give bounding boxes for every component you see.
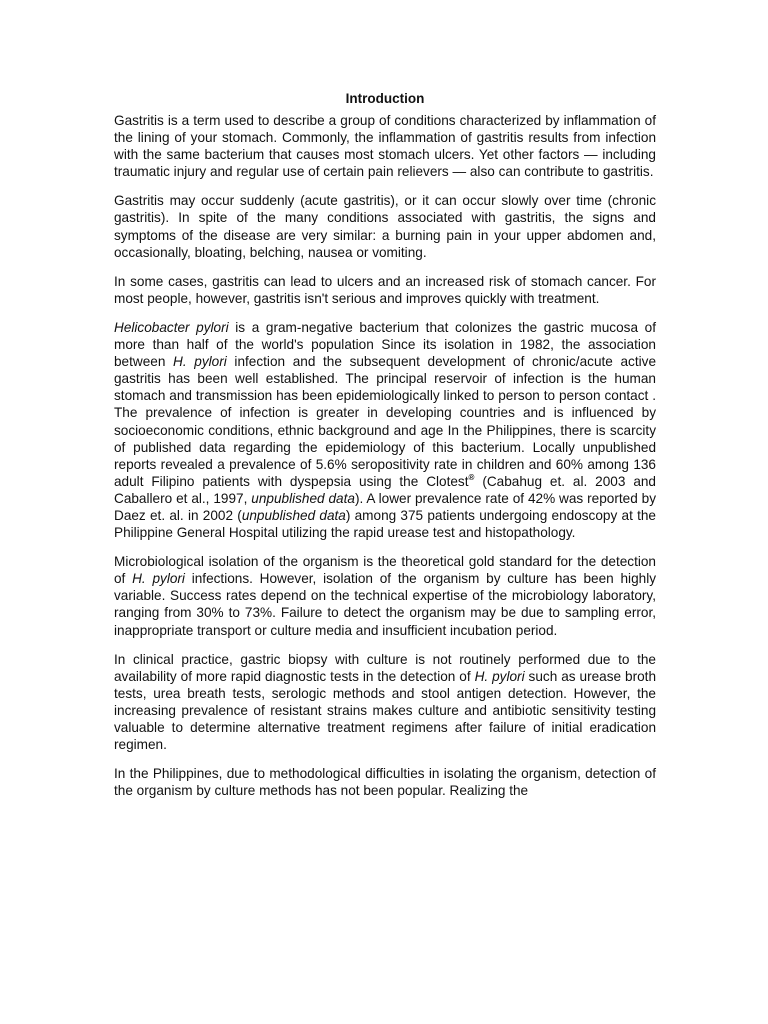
italic-citation-note: unpublished data xyxy=(251,490,355,506)
paragraph-h-pylori-epidemiology xyxy=(114,319,656,541)
italic-citation-note: unpublished data xyxy=(241,507,346,523)
paragraph-philippines-methods: In the Philippines, due to methodological difficulties in isolating the organism, detection of the organism by culture methods has not been popular. Realizing the xyxy=(114,766,656,799)
text-run: Microbiological isolation of the organism is the theoretical gold standard for the detection of xyxy=(114,554,656,587)
text-run: is a gram-negative bacterium that colonizes the gastric mucosa of more than half of the world's population Since its isolation in 1982, the association between xyxy=(114,319,656,370)
registered-mark: ® xyxy=(468,472,475,482)
text-run: ). A lower prevalence rate of 42% was reported by Daez et. al. in 2002 ( xyxy=(114,490,657,523)
paragraph-gastritis-prognosis: In some cases, gastritis can lead to ulcers and an increased risk of stomach cancer. For most people, however, gastritis isn't serious and improves quickly with treatment. xyxy=(114,273,656,306)
text-run: infections. However, isolation of the organism by culture has been highly variable. Success rates depend on the technical expertise of the microbiology laboratory, ranging from 30% to 73%. Failure to detect the organism may be due to sampling error, inappropriate transport or culture media and insufficient incubation period. xyxy=(114,571,657,638)
document-body xyxy=(114,90,656,799)
text-run: infection and the subsequent development of chronic/acute active gastritis has been well established. The principal reservoir of infection is the human stomach and transmission has been epidemiologically linked to person to person contact . The prevalence of infection is greater in developing countries and is influenced by socioeconomic conditions, ethnic background and age In the Philippines, there is scarcity of published data regarding the epidemiology of this bacterium. Locally unpublished reports revealed a prevalence of 5.6% seropositivity rate in children and 60% among 136 adult Filipino patients with dyspepsia using the Clotest xyxy=(114,354,656,489)
italic-organism-name: H. pylori xyxy=(173,354,227,370)
paragraph-gastritis-symptoms: Gastritis may occur suddenly (acute gastritis), or it can occur slowly over time (chronic gastritis). In spite of the many conditions associated with gastritis, the signs and symptoms of the disease are very similar: a burning pain in your upper abdomen and, occasionally, bloating, belching, nausea or vomiting. xyxy=(114,193,656,260)
text-run: (Cabahug et. al. 2003 and Caballero et al., 1997, xyxy=(114,473,656,506)
text-run: such as urease broth tests, urea breath tests, serologic methods and stool antigen detection. However, the increasing prevalence of resistant strains makes culture and antibiotic sensitivity testing valuable to determine alternative treatment regimens after failure of initial eradication regimen. xyxy=(114,668,656,753)
paragraph-culture-isolation xyxy=(114,553,656,638)
italic-organism-name: H. pylori xyxy=(132,571,185,587)
document-title: Introduction xyxy=(345,91,425,106)
paragraph-clinical-practice xyxy=(114,651,656,754)
paragraph-gastritis-definition: Gastritis is a term used to describe a group of conditions characterized by inflammation of the lining of your stomach. Commonly, the inflammation of gastritis results from infection with the same bacterium that causes most stomach ulcers. Yet other factors — including traumatic injury and regular use of certain pain relievers — also can contribute to gastritis. xyxy=(114,113,656,180)
italic-organism-name: Helicobacter pylori xyxy=(114,319,229,335)
text-run: In clinical practice, gastric biopsy with culture is not routinely performed due to the availability of more rapid diagnostic tests in the detection of xyxy=(114,651,656,684)
text-run: ) among 375 patients undergoing endoscopy at the Philippine General Hospital utilizing the rapid urease test and histopathology. xyxy=(114,507,656,541)
italic-organism-name: H. pylori xyxy=(474,668,525,684)
